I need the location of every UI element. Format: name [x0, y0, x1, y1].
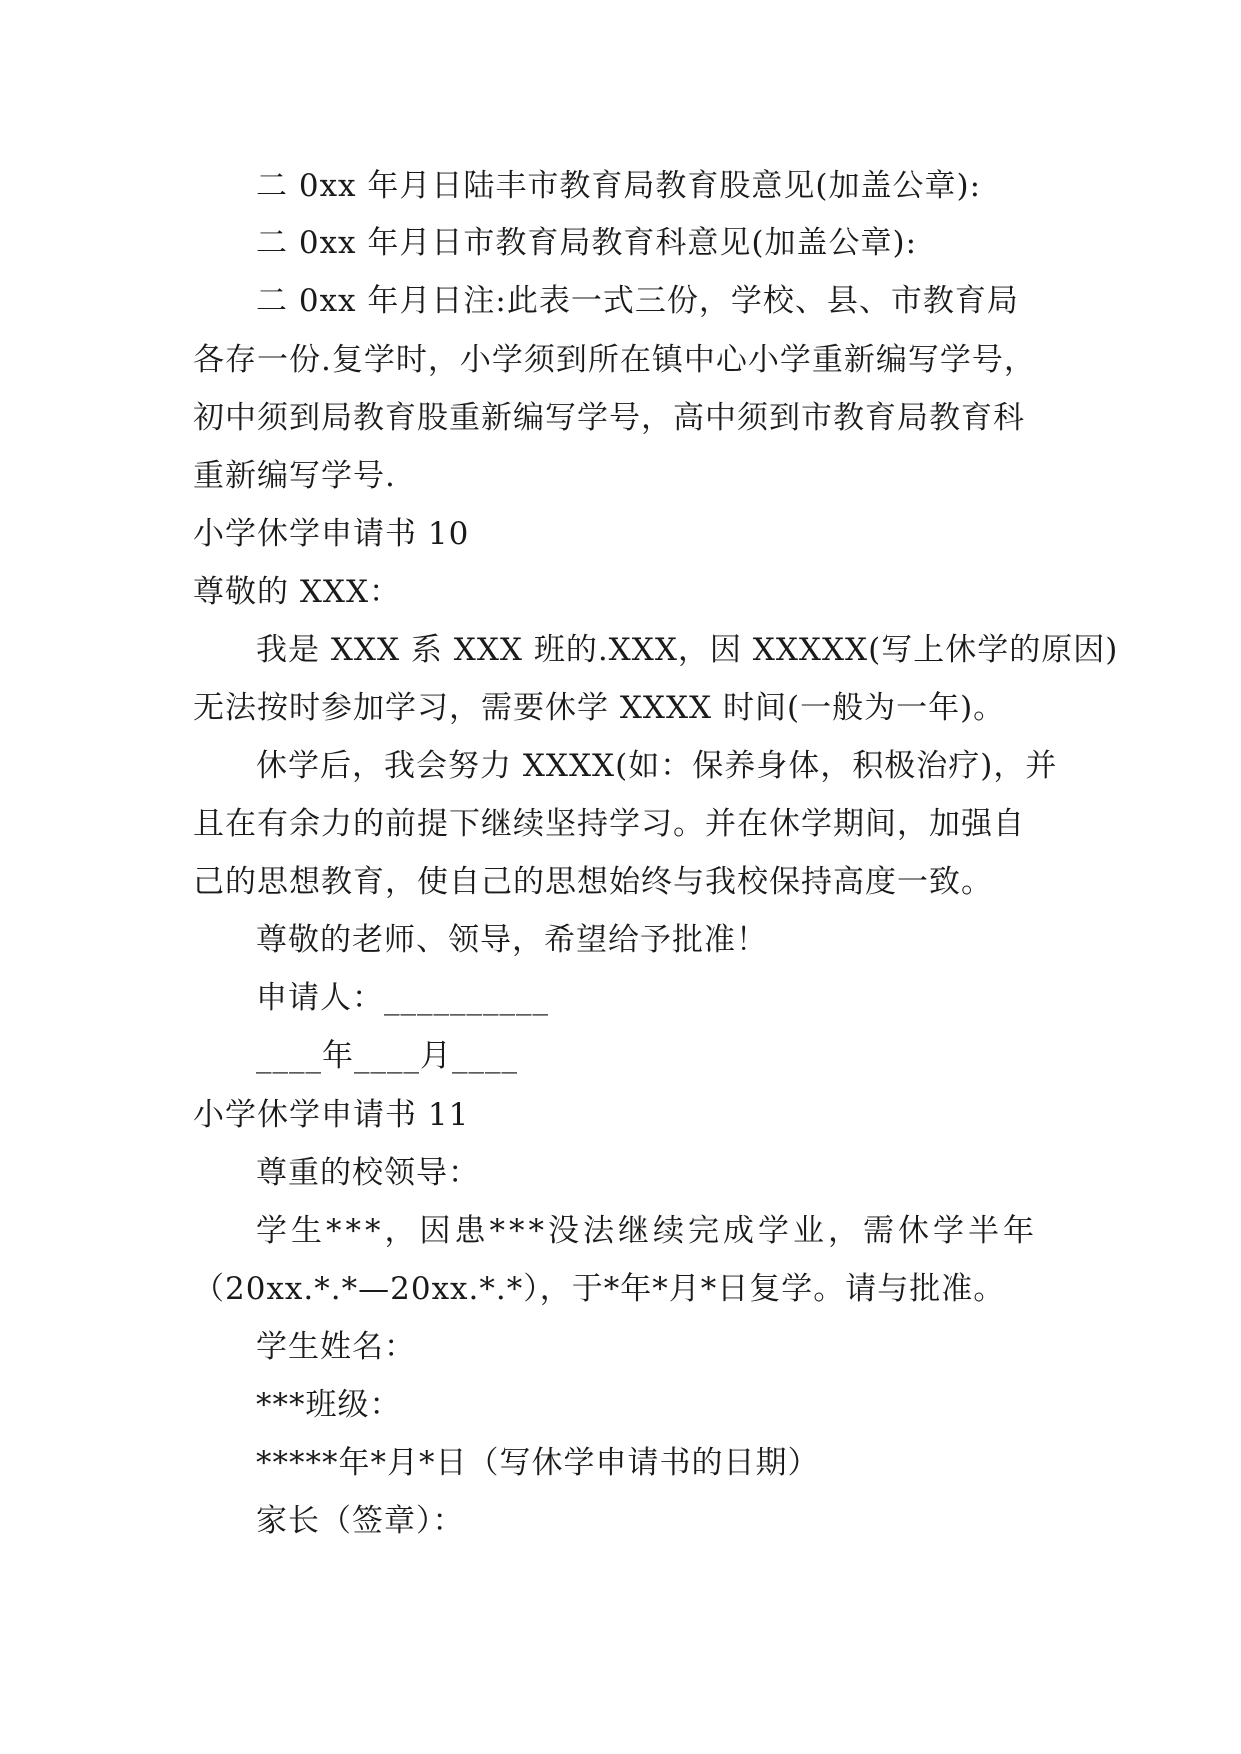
- text-line: 尊敬的老师、领导，希望给予批准！: [256, 922, 768, 958]
- text-line: 二 0xx 年月日市教育局教育科意见(加盖公章):: [256, 225, 918, 261]
- text-line: 己的思想教育，使自己的思想始终与我校保持高度一致。: [193, 864, 993, 900]
- text-line: 各存一份.复学时，小学须到所在镇中心小学重新编写学号，: [193, 342, 1036, 378]
- text-line: 二 0xx 年月日注:此表一式三份，学校、县、市教育局: [256, 283, 1019, 319]
- text-line: 我是 XXX 系 XXX 班的.XXX，因 XXXXX(写上休学的原因): [256, 632, 1119, 668]
- section-heading: 小学休学申请书 10: [193, 516, 470, 552]
- text-line: 学生***，因患***没法继续完成学业，需休学半年: [256, 1213, 1038, 1249]
- salutation: 尊敬的 XXX：: [193, 574, 402, 610]
- text-line: （20xx.*.*—20xx.*.*），于*年*月*日复学。请与批准。: [193, 1271, 1006, 1307]
- text-line: 初中须到局教育股重新编写学号，高中须到市教育局教育科: [193, 400, 1025, 436]
- text-line: ***班级：: [256, 1387, 402, 1423]
- text-line: 无法按时参加学习，需要休学 XXXX 时间(一般为一年)。: [193, 690, 1006, 726]
- salutation: 尊重的校领导：: [256, 1155, 480, 1191]
- text-line: 且在有余力的前提下继续坚持学习。并在休学期间，加强自: [193, 806, 1025, 842]
- text-line: 休学后，我会努力 XXXX(如：保养身体，积极治疗)，并: [256, 748, 1058, 784]
- section-heading: 小学休学申请书 11: [193, 1097, 470, 1133]
- signature-line: 申请人：__________: [256, 980, 549, 1016]
- text-line: *****年*月*日（写休学申请书的日期）: [256, 1445, 820, 1481]
- text-line: 家长（签章）：: [256, 1503, 465, 1539]
- text-line: 二 0xx 年月日陆丰市教育局教育股意见(加盖公章):: [256, 168, 982, 204]
- text-line: 学生姓名：: [256, 1329, 416, 1365]
- date-line: ____年____月____: [256, 1038, 518, 1074]
- text-line: 重新编写学号.: [193, 458, 396, 494]
